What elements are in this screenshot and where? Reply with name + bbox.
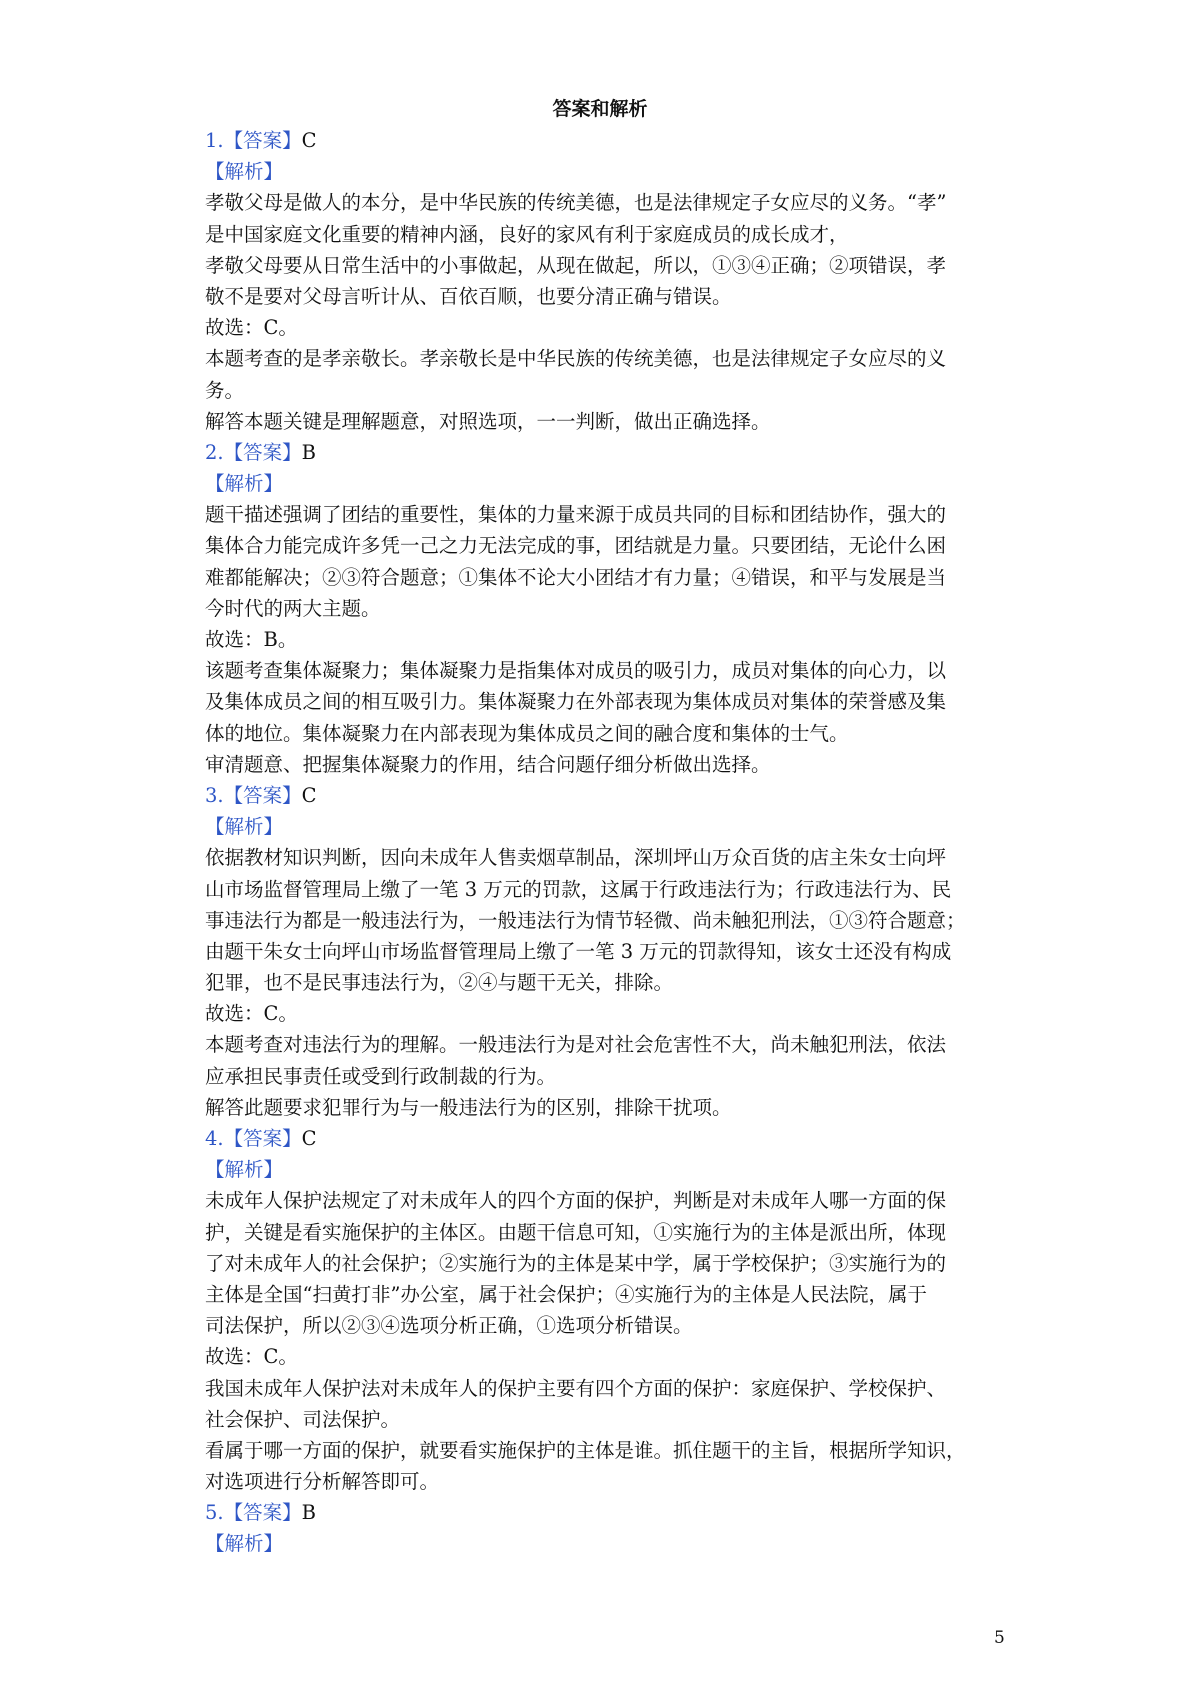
- line-text: 是中国家庭文化重要的精神内涵，良好的家风有利于家庭成员的成长成才，: [205, 222, 849, 246]
- analysis-label: 【解析】: [205, 160, 284, 184]
- line-text: 社会保护、司法保护。: [205, 1407, 401, 1431]
- line-1: [205, 125, 1005, 156]
- analysis-label: 【解析】: [205, 815, 284, 839]
- line-5: [205, 250, 1005, 281]
- line-41: [205, 1373, 1005, 1404]
- line-32: [205, 1092, 1005, 1123]
- line-12: [205, 468, 1005, 499]
- line-29: [205, 998, 1005, 1029]
- line-38: [205, 1279, 1005, 1310]
- line-text: 看属于哪一方面的保护，就要看实施保护的主体是谁。抓住题干的主旨，根据所学知识，: [205, 1438, 966, 1462]
- line-16: [205, 593, 1005, 624]
- line-2: [205, 156, 1005, 187]
- line-45: [205, 1497, 1005, 1528]
- line-text: 我国未成年人保护法对未成年人的保护主要有四个方面的保护：家庭保护、学校保护、: [205, 1376, 947, 1400]
- line-text: 事违法行为都是一般违法行为，一般违法行为情节轻微、尚未触犯刑法，①③符合题意；: [205, 908, 966, 932]
- line-text: 主体是全国“扫黄打非”办公室，属于社会保护；④实施行为的主体是人民法院，属于: [205, 1282, 927, 1306]
- line-37: [205, 1248, 1005, 1279]
- line-20: [205, 718, 1005, 749]
- line-15: [205, 562, 1005, 593]
- line-text: 依据教材知识判断，因向未成年人售卖烟草制品，深圳坪山万众百货的店主朱女士向坪: [205, 846, 947, 870]
- answer-value: B: [301, 440, 316, 464]
- page-title: 答案和解析: [552, 98, 648, 120]
- line-text: 务。: [205, 378, 245, 402]
- line-21: [205, 749, 1005, 780]
- line-44: [205, 1466, 1005, 1497]
- line-24: [205, 842, 1005, 873]
- line-text: 题干描述强调了团结的重要性，集体的力量来源于成员共同的目标和团结协作，强大的: [205, 503, 947, 527]
- line-text: 本题考查的是孝亲敬长。孝亲敬长是中华民族的传统美德，也是法律规定子女应尽的义: [205, 347, 947, 371]
- line-35: [205, 1185, 1005, 1216]
- line-46: [205, 1528, 1005, 1559]
- line-9: [205, 375, 1005, 406]
- page-number: 5: [994, 1628, 1005, 1648]
- line-text: 对选项进行分析解答即可。: [205, 1470, 440, 1494]
- line-text: 未成年人保护法规定了对未成年人的四个方面的保护，判断是对未成年人哪一方面的保: [205, 1189, 947, 1213]
- line-text: 本题考查对违法行为的理解。一般违法行为是对社会危害性不大，尚未触犯刑法，依法: [205, 1033, 947, 1057]
- line-39: [205, 1310, 1005, 1341]
- line-text: 山市场监督管理局上缴了一笔 3 万元的罚款，这属于行政违法行为；行政违法行为、民: [205, 877, 952, 901]
- line-14: [205, 530, 1005, 561]
- line-36: [205, 1217, 1005, 1248]
- line-40: [205, 1341, 1005, 1372]
- line-text: 由题干朱女士向坪山市场监督管理局上缴了一笔 3 万元的罚款得知，该女士还没有构成: [205, 939, 952, 963]
- line-26: [205, 905, 1005, 936]
- analysis-label: 【解析】: [205, 1158, 284, 1182]
- line-text: 解答此题要求犯罪行为与一般违法行为的区别，排除干扰项。: [205, 1095, 732, 1119]
- line-text: 故选：C。: [205, 316, 298, 340]
- line-42: [205, 1404, 1005, 1435]
- line-text: 审清题意、把握集体凝聚力的作用，结合问题仔细分析做出选择。: [205, 752, 771, 776]
- line-23: [205, 811, 1005, 842]
- line-22: [205, 780, 1005, 811]
- answer-value: C: [301, 129, 317, 152]
- answer-content: [205, 125, 1005, 1560]
- line-text: 难都能解决；②③符合题意；①集体不论大小团结才有力量；④错误，和平与发展是当: [205, 565, 947, 589]
- line-text: 及集体成员之间的相互吸引力。集体凝聚力在外部表现为集体成员对集体的荣誉感及集: [205, 690, 947, 714]
- line-4: [205, 219, 1005, 250]
- line-27: [205, 936, 1005, 967]
- line-text: 应承担民事责任或受到行政制裁的行为。: [205, 1064, 557, 1088]
- line-text: 敬不是要对父母言听计从、百依百顺，也要分清正确与错误。: [205, 284, 732, 308]
- line-11: [205, 437, 1005, 468]
- line-25: [205, 874, 1005, 905]
- answer-label: 5.【答案】: [205, 1501, 302, 1525]
- line-text: 了对未成年人的社会保护；②实施行为的主体是某中学，属于学校保护；③实施行为的: [205, 1251, 947, 1275]
- analysis-label: 【解析】: [205, 1532, 284, 1556]
- line-text: 解答本题关键是理解题意，对照选项，一一判断，做出正确选择。: [205, 409, 771, 433]
- line-33: [205, 1123, 1005, 1154]
- answer-value: C: [301, 783, 317, 807]
- answer-label: 3.【答案】: [205, 783, 302, 807]
- line-text: 该题考查集体凝聚力；集体凝聚力是指集体对成员的吸引力，成员对集体的向心力，以: [205, 659, 947, 683]
- answer-label: 4.【答案】: [205, 1127, 302, 1150]
- line-30: [205, 1029, 1005, 1060]
- line-6: [205, 281, 1005, 312]
- line-17: [205, 624, 1005, 655]
- line-31: [205, 1061, 1005, 1092]
- line-3: [205, 187, 1005, 218]
- answer-value: B: [301, 1501, 316, 1525]
- line-43: [205, 1435, 1005, 1466]
- line-text: 集体合力能完成许多凭一己之力无法完成的事，团结就是力量。只要团结，无论什么困: [205, 534, 947, 558]
- answer-value: C: [301, 1127, 317, 1150]
- line-text: 今时代的两大主题。: [205, 596, 381, 620]
- line-text: 孝敬父母是做人的本分，是中华民族的传统美德，也是法律规定子女应尽的义务。“孝”: [205, 191, 947, 215]
- line-8: [205, 343, 1005, 374]
- line-7: [205, 312, 1005, 343]
- line-text: 犯罪，也不是民事违法行为，②④与题干无关，排除。: [205, 971, 674, 995]
- line-13: [205, 499, 1005, 530]
- line-10: [205, 406, 1005, 437]
- line-text: 体的地位。集体凝聚力在内部表现为集体成员之间的融合度和集体的士气。: [205, 721, 849, 745]
- line-text: 护，关键是看实施保护的主体区。由题干信息可知，①实施行为的主体是派出所，体现: [205, 1220, 947, 1244]
- line-28: [205, 967, 1005, 998]
- line-text: 孝敬父母要从日常生活中的小事做起，从现在做起，所以，①③④正确；②项错误，孝: [205, 253, 947, 277]
- answer-label: 1.【答案】: [205, 129, 302, 152]
- line-19: [205, 686, 1005, 717]
- line-34: [205, 1154, 1005, 1185]
- analysis-label: 【解析】: [205, 472, 284, 496]
- line-text: 故选：C。: [205, 1345, 298, 1369]
- line-18: [205, 655, 1005, 686]
- line-text: 故选：B。: [205, 628, 298, 651]
- line-text: 司法保护，所以②③④选项分析正确，①选项分析错误。: [205, 1314, 693, 1338]
- line-text: 故选：C。: [205, 1002, 298, 1026]
- answer-label: 2.【答案】: [205, 440, 302, 464]
